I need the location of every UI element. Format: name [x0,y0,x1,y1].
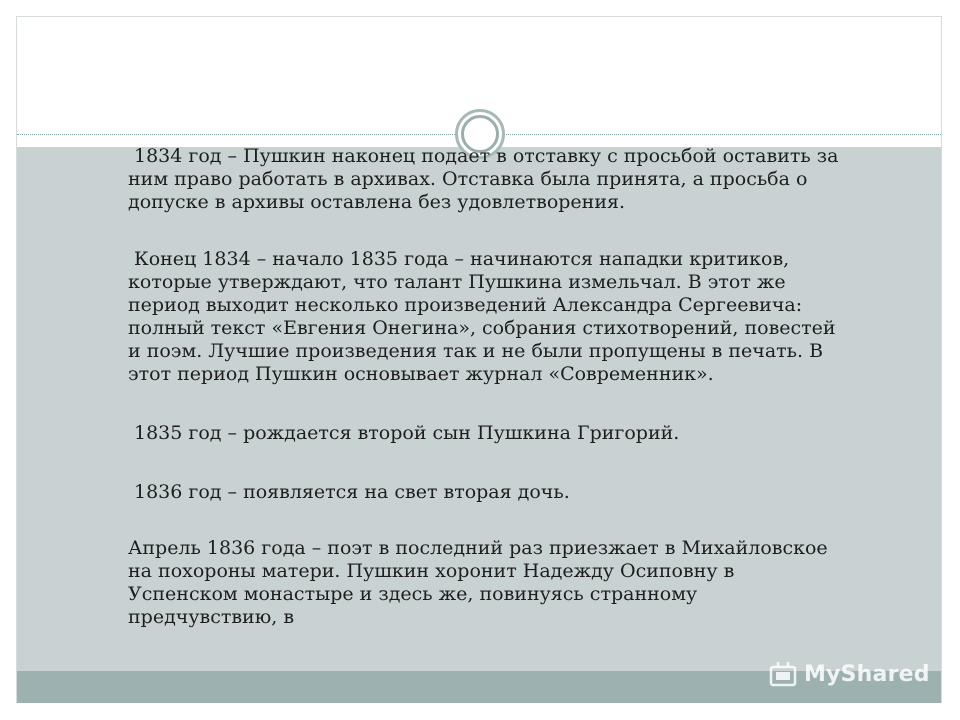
paragraph-1834-1835-critics: Конец 1834 – начало 1835 года – начинаются нападки критиков, которые утверждают, что талант Пушкина измельчал. В этот же период выходит несколько произведений Александра Сергеевича: полный текст «Евгения Онегина», собрания стихотворений, повестей и поэм. Лучшие произведения так и не были пропущены в печать. В этот период Пушкин основывает журнал «Современник». [128,248,836,385]
myshared-logo-icon [768,659,798,689]
watermark-text: MyShared [804,661,930,687]
paragraph-april-1836: Апрель 1836 года – поэт в последний раз приезжает в Михайловское на похороны матери. Пушкин хоронит Надежду Осиповну в Успенском монастыре и здесь же, повинуясь странному предчувствию, в [128,537,828,628]
paragraph-1835-son: 1835 год – рождается второй сын Пушкина Григорий. [134,422,680,444]
myshared-watermark [768,656,930,692]
paragraph-1836-daughter: 1836 год – появляется на свет вторая дочь. [134,481,570,503]
paragraph-1834-resignation: 1834 год – Пушкин наконец подает в отставку с просьбой оставить за ним право работать в архивах. Отставка была принята, а просьба о допуске в архивы оставлена без удовлетворения. [128,145,839,213]
